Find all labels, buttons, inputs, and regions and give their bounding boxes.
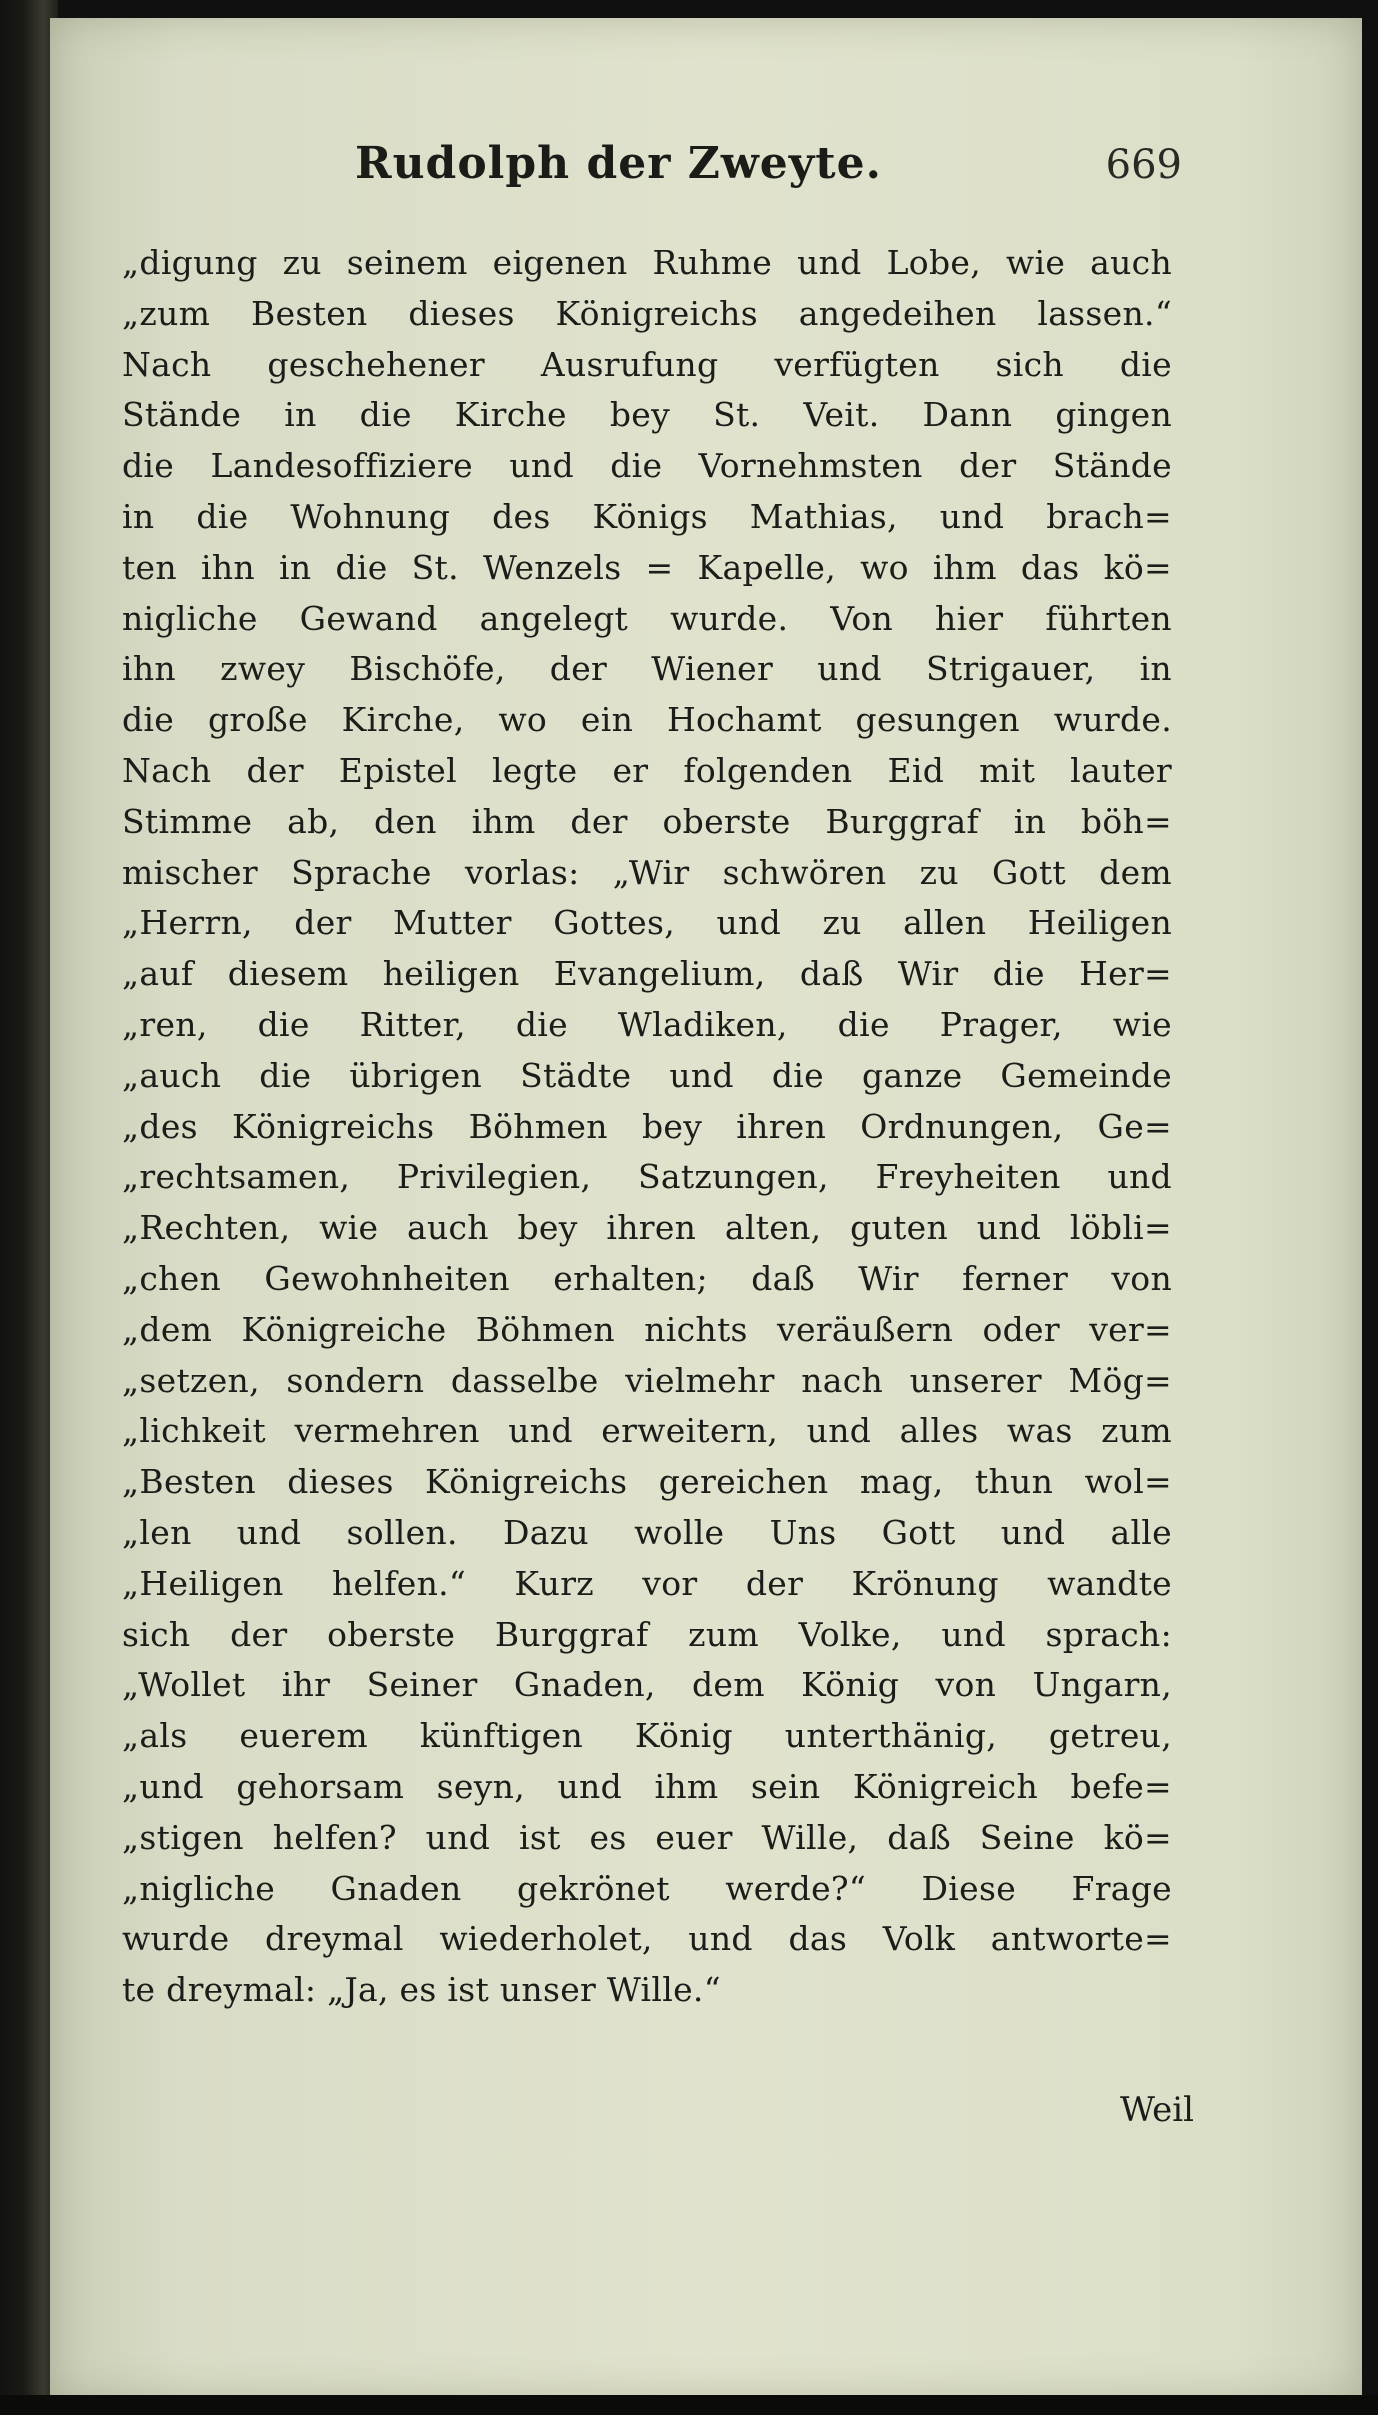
text-line: „Rechten, wie auch bey ihren alten, guten und löbli= [122,1208,1172,1248]
text-line: ten ihn in die St. Wenzels = Kapelle, wo ihm das kö= [122,547,1172,587]
text-line: „setzen, sondern dasselbe vielmehr nach unserer Mög= [122,1360,1172,1400]
text-line: „zum Besten dieses Königreichs angedeihen lassen.“ [122,293,1172,333]
catchword: Weil [1119,2090,1194,2130]
text-line: „len und sollen. Dazu wolle Uns Gott und alle [122,1512,1172,1552]
bottom-edge [0,2395,1378,2415]
text-line: „rechtsamen, Privilegien, Satzungen, Freyheiten und [122,1157,1172,1197]
text-line: Stände in die Kirche bey St. Veit. Dann gingen [122,395,1172,435]
text-line: Stimme ab, den ihm der oberste Burggraf in böh= [122,801,1172,841]
text-line: die Landesoffiziere und die Vornehmsten der Stände [122,446,1172,486]
page [50,18,1362,2398]
text-line: die große Kirche, wo ein Hochamt gesungen wurde. [122,700,1172,740]
text-line: „auch die übrigen Städte und die ganze Gemeinde [122,1055,1172,1095]
text-line: „digung zu seinem eigenen Ruhme und Lobe, wie auch [122,243,1172,282]
text-line: „als euerem künftigen König unterthänig, getreu, [122,1716,1172,1756]
text-line: wurde dreymal wiederholet, und das Volk antworte= [122,1919,1172,1959]
text-line: „Herrn, der Mutter Gottes, und zu allen Heiligen [122,903,1172,943]
text-line: „dem Königreiche Böhmen nichts veräußern oder ver= [122,1309,1172,1349]
text-line: „auf diesem heiligen Evangelium, daß Wir die Her= [122,954,1172,994]
text-line: „Besten dieses Königreichs gereichen mag, thun wol= [122,1462,1172,1502]
text-line: ihn zwey Bischöfe, der Wiener und Strigauer, in [122,649,1172,689]
text-line: te dreymal: „Ja, es ist unser Wille.“ [122,1970,721,2010]
text-line: „und gehorsam seyn, und ihm sein Königreich befe= [122,1766,1172,1806]
text-line: Nach der Epistel legte er folgenden Eid mit lauter [122,750,1172,790]
text-line: „Wollet ihr Seiner Gnaden, dem König von Ungarn, [122,1665,1172,1705]
text-line: Nach geschehener Ausrufung verfügten sich die [122,344,1172,384]
text-line: sich der oberste Burggraf zum Volke, und sprach: [122,1614,1172,1654]
text-line: in die Wohnung des Königs Mathias, und brach= [122,496,1172,536]
text-line: „lichkeit vermehren und erweitern, und alles was zum [122,1411,1172,1451]
page-header [50,138,1362,218]
text-line: mischer Sprache vorlas: „Wir schwören zu Gott dem [122,852,1172,892]
text-line: „nigliche Gnaden gekrönet werde?“ Diese Frage [122,1868,1172,1908]
text-line: „chen Gewohnheiten erhalten; daß Wir ferner von [122,1258,1172,1298]
text-line: „stigen helfen? und ist es euer Wille, daß Seine kö= [122,1817,1172,1857]
text-line: „des Königreichs Böhmen bey ihren Ordnungen, Ge= [122,1106,1172,1146]
page-number: 669 [1105,142,1182,188]
text-line: „ren, die Ritter, die Wladiken, die Prager, wie [122,1004,1172,1044]
body-text [122,238,1172,2016]
text-line: nigliche Gewand angelegt wurde. Von hier führten [122,598,1172,638]
text-line: „Heiligen helfen.“ Kurz vor der Krönung wandte [122,1563,1172,1603]
running-head: Rudolph der Zweyte. [355,138,882,189]
